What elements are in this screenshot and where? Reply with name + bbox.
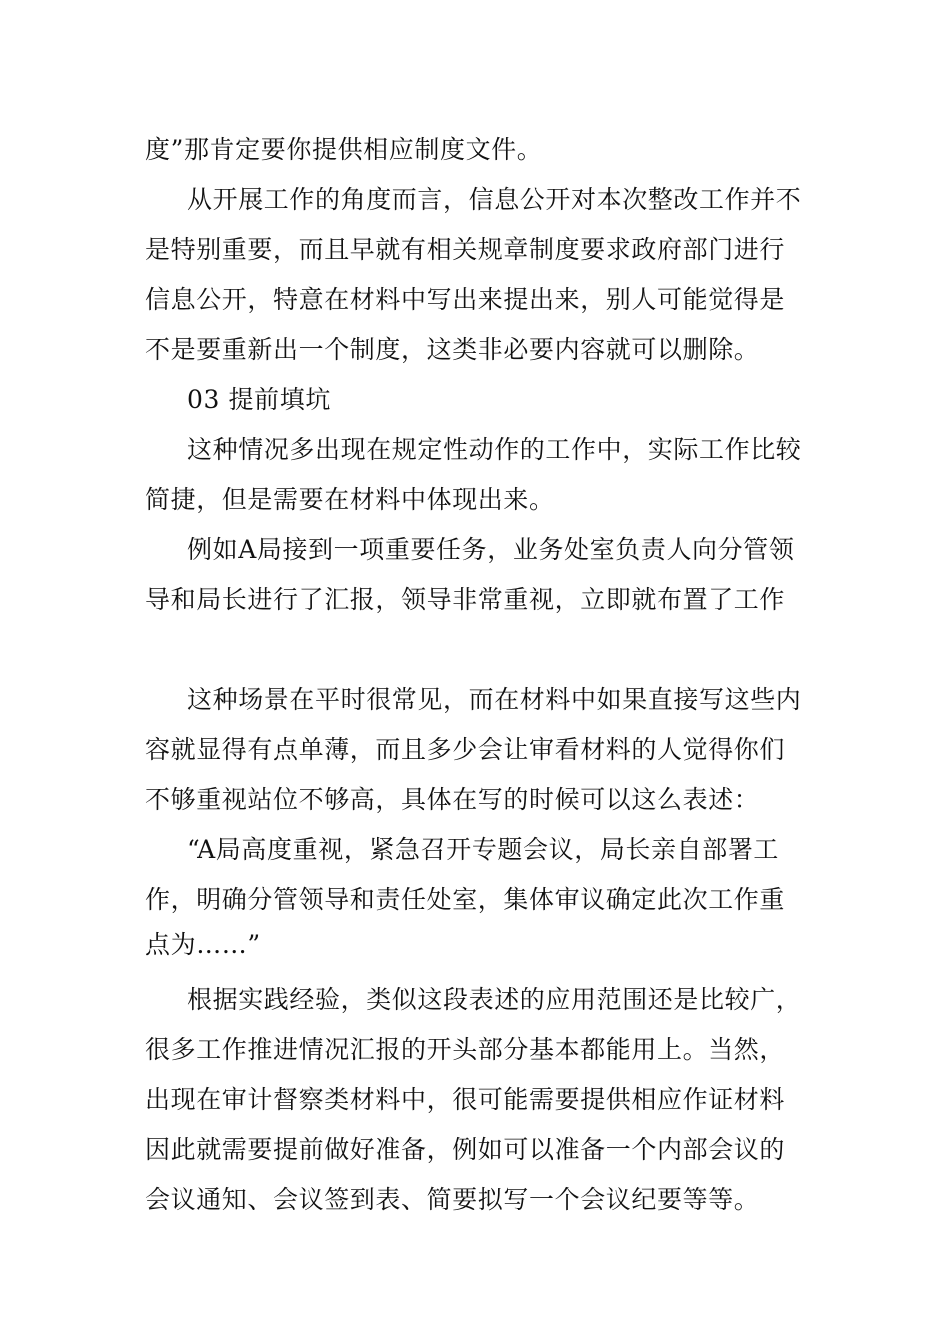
text-line: 这种情况多出现在规定性动作的工作中，实际工作比较 bbox=[187, 435, 802, 464]
text-line: 不够重视站位不够高，具体在写的时候可以这么表述： bbox=[145, 785, 760, 814]
text-line: 因此就需要提前做好准备，例如可以准备一个内部会议的 bbox=[145, 1135, 786, 1164]
section-heading: 03 提前填坑 bbox=[187, 385, 331, 414]
text-line: 根据实践经验，类似这段表述的应用范围还是比较广， bbox=[187, 985, 802, 1014]
text-line: 会议通知、会议签到表、简要拟写一个会议纪要等等。 bbox=[145, 1185, 760, 1214]
text-line: 导和局长进行了汇报，领导非常重视，立即就布置了工作 bbox=[145, 585, 786, 614]
text-line: 例如A局接到一项重要任务，业务处室负责人向分管领 bbox=[187, 535, 795, 564]
text-line: 这种场景在平时很常见，而在材料中如果直接写这些内 bbox=[187, 685, 802, 714]
quote-line: “A局高度重视，紧急召开专题会议，局长亲自部署工 bbox=[187, 835, 780, 864]
text-line: 不是要重新出一个制度，这类非必要内容就可以删除。 bbox=[145, 335, 760, 364]
text-line: 度”那肯定要你提供相应制度文件。 bbox=[145, 135, 543, 164]
quote-line: 作，明确分管领导和责任处室，集体审议确定此次工作重 bbox=[145, 885, 786, 914]
text-line: 是特别重要，而且早就有相关规章制度要求政府部门进行 bbox=[145, 235, 786, 264]
quote-line: 点为……” bbox=[145, 930, 261, 959]
text-line: 出现在审计督察类材料中，很可能需要提供相应作证材料 bbox=[145, 1085, 786, 1114]
text-line: 容就显得有点单薄，而且多少会让审看材料的人觉得你们 bbox=[145, 735, 786, 764]
text-line: 从开展工作的角度而言，信息公开对本次整改工作并不 bbox=[187, 185, 802, 214]
text-line: 简捷，但是需要在材料中体现出来。 bbox=[145, 485, 555, 514]
text-line: 很多工作推进情况汇报的开头部分基本都能用上。当然， bbox=[145, 1035, 786, 1064]
text-line: 信息公开，特意在材料中写出来提出来，别人可能觉得是 bbox=[145, 285, 786, 314]
